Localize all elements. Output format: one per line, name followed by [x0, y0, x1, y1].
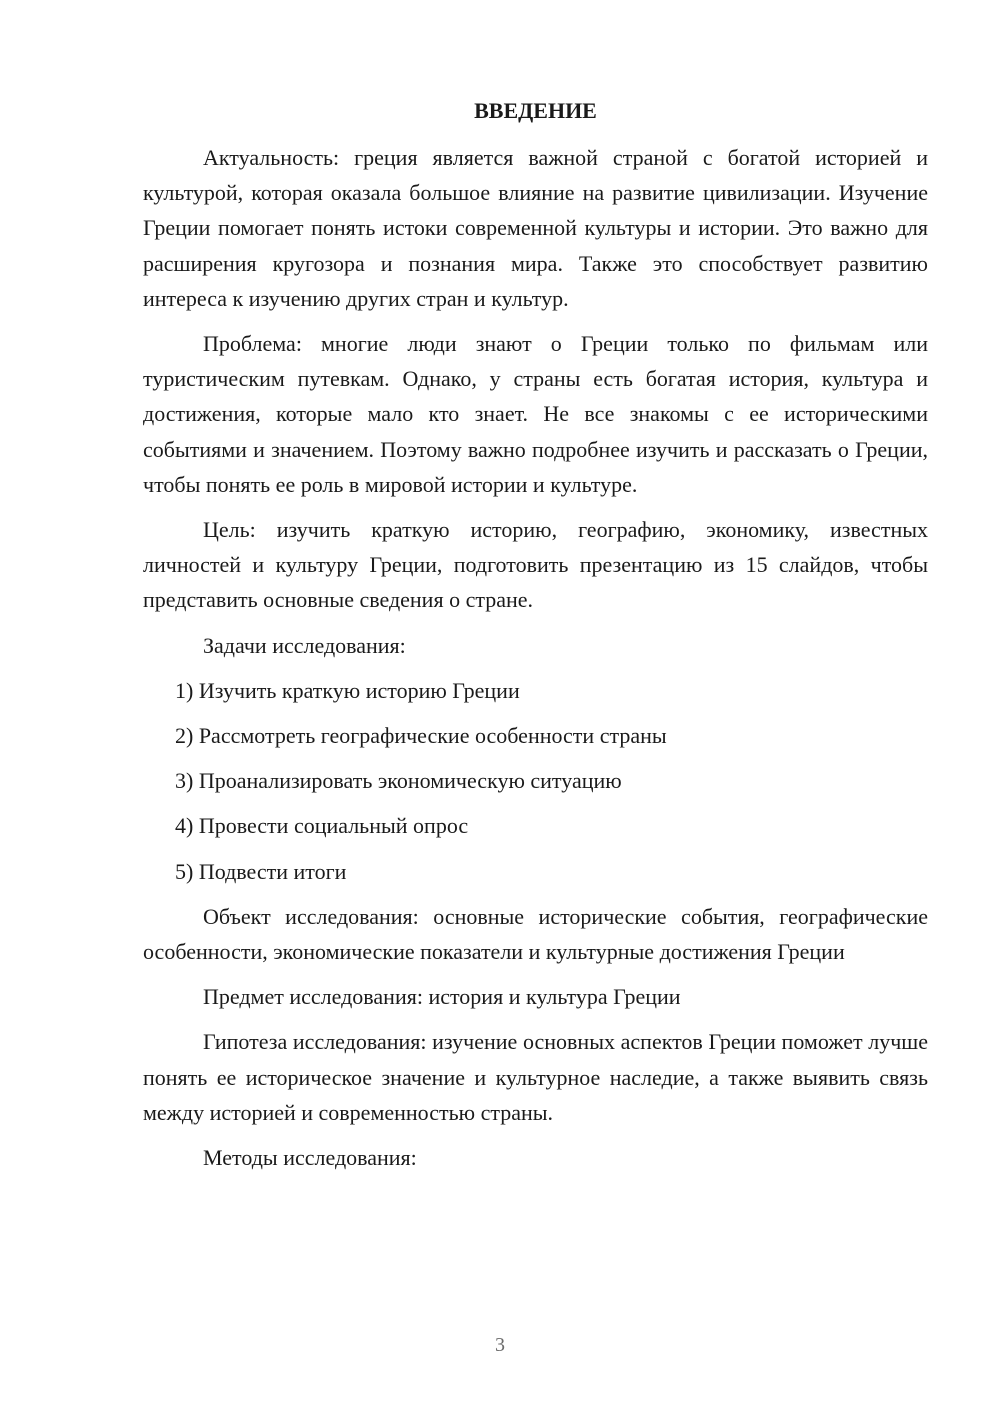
section-title: ВВЕДЕНИЕ [474, 98, 597, 123]
task-item-5: 5) Подвести итоги [175, 858, 347, 884]
task-item-4: 4) Провести социальный опрос [175, 813, 469, 839]
paragraph-hypothesis: Гипотеза исследования: изучение основных аспектов Греции поможет лучше понять ее историческое значение и культурное наследие, а также выявить связь между историей и современностью страны. [143, 1029, 928, 1125]
page-number: 3 [495, 1334, 505, 1356]
paragraph-goal: Цель: изучить краткую историю, географию, экономику, известных личностей и культуру Греции, подготовить презентацию из 15 слайдов, чтобы представить основные сведения о стране. [143, 517, 928, 613]
paragraph-object: Объект исследования: основные исторические события, географические особенности, экономические показатели и культурные достижения Греции [143, 903, 928, 965]
paragraph-relevance: Актуальность: греция является важной страной с богатой историей и культурой, которая оказала большое влияние на развитие цивилизации. Изучение Греции помогает понять истоки современной культуры и истории. Это важно для расширения кругозора и познания мира. Также это способствует развитию интереса к изучению других стран и культур. [143, 145, 928, 311]
paragraph-methods: Методы исследования: [203, 1145, 417, 1171]
paragraph-tasks-heading: Задачи исследования: [203, 632, 406, 658]
task-item-3: 3) Проанализировать экономическую ситуацию [175, 768, 622, 794]
paragraph-subject: Предмет исследования: история и культура Греции [203, 984, 681, 1010]
paragraph-problem: Проблема: многие люди знают о Греции только по фильмам или туристическим путевкам. Однако, у страны есть богатая история, культура и достижения, которые мало кто знает. Не все знакомы с ее историческими событиями и значением. Поэтому важно подробнее изучить и рассказать о Греции, чтобы понять ее роль в мировой истории и культуре. [143, 331, 928, 497]
task-item-1: 1) Изучить краткую историю Греции [175, 677, 520, 703]
document-page [143, 96, 928, 1185]
task-item-2: 2) Рассмотреть географические особенности страны [175, 723, 667, 749]
